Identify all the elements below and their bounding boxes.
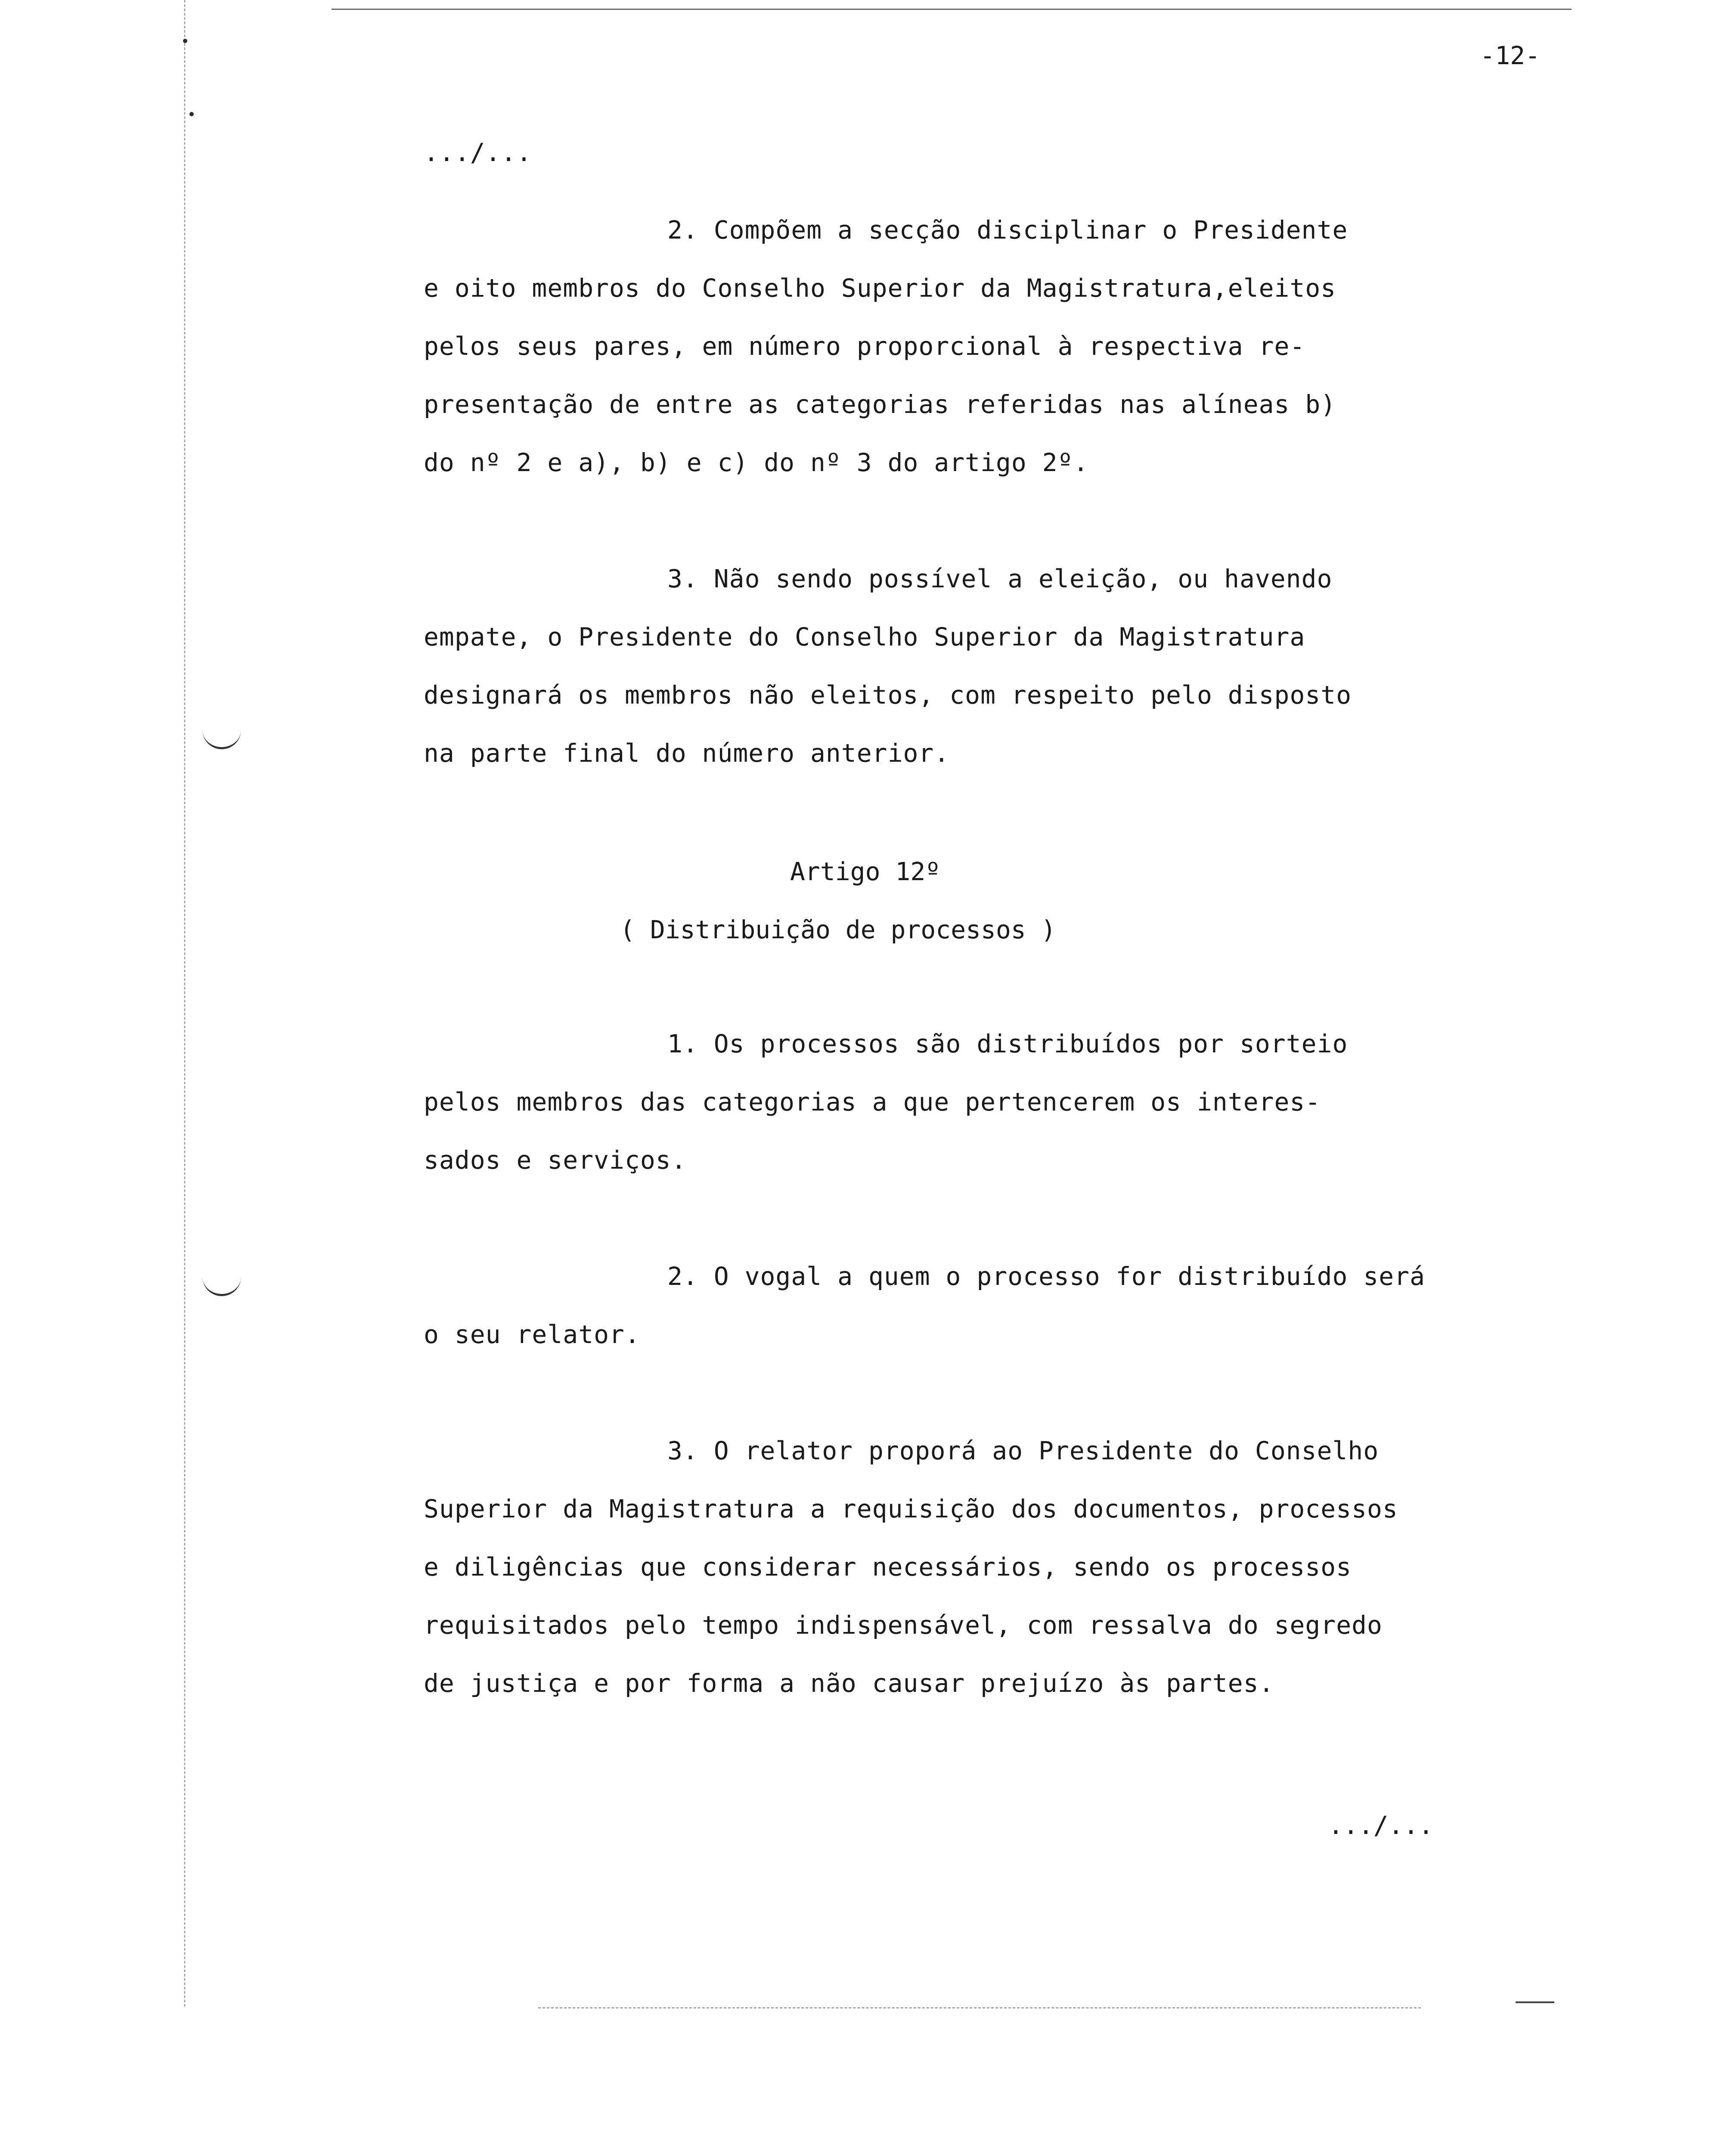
paragraph-line: na parte final do número anterior. [424,738,950,768]
scan-speck [189,112,194,116]
scan-speck [183,39,187,43]
punch-hole-mark [202,1275,241,1296]
paragraph-line: requisitados pelo tempo indispensável, com ressalva do segredo [424,1610,1383,1640]
paragraph-line: Superior da Magistratura a requisição dos documentos, processos [424,1494,1398,1523]
paragraph-line: o seu relator. [424,1320,640,1349]
paragraph-line: empate, o Presidente do Conselho Superior da Magistratura [424,622,1305,651]
paragraph-line: e oito membros do Conselho Superior da Magistratura,eleitos [424,273,1336,303]
paragraph-line: e diligências que considerar necessários, sendo os processos [424,1552,1352,1582]
paragraph-line: 2. Compõem a secção disciplinar o Presidente [667,215,1348,245]
punch-hole-mark [202,728,241,749]
paragraph-line: 3. Não sendo possível a eleição, ou havendo [667,564,1333,593]
continuation-marker-top: .../... [424,138,532,167]
paragraph-line: sados e serviços. [424,1145,687,1175]
top-edge-rule [332,9,1572,10]
paragraph-line: 3. O relator proporá ao Presidente do Conselho [667,1436,1379,1465]
paragraph-line: do nº 2 e a), b) e c) do nº 3 do artigo 2º. [424,448,1089,477]
paragraph-line: 1. Os processos são distribuídos por sorteio [667,1029,1348,1058]
paragraph-line: designará os membros não eleitos, com respeito pelo disposto [424,680,1352,710]
article-title: Artigo 12º [790,857,941,886]
page-number: -12- [1480,41,1540,70]
bottom-edge-mark [1516,2001,1554,2003]
paragraph-line: pelos membros das categorias a que pertencerem os interes- [424,1087,1321,1117]
paragraph-line: 2. O vogal a quem o processo for distribuído será [667,1262,1426,1291]
continuation-marker-bottom: .../... [1328,1811,1434,1840]
paragraph-line: de justiça e por forma a não causar prejuízo às partes. [424,1669,1274,1698]
paragraph-line: presentação de entre as categorias referidas nas alíneas b) [424,390,1336,419]
article-subtitle: ( Distribuição de processos ) [620,915,1056,944]
paragraph-line: pelos seus pares, em número proporcional à respectiva re- [424,332,1305,361]
bottom-edge-rule [538,2007,1421,2009]
binding-edge [184,0,186,2007]
